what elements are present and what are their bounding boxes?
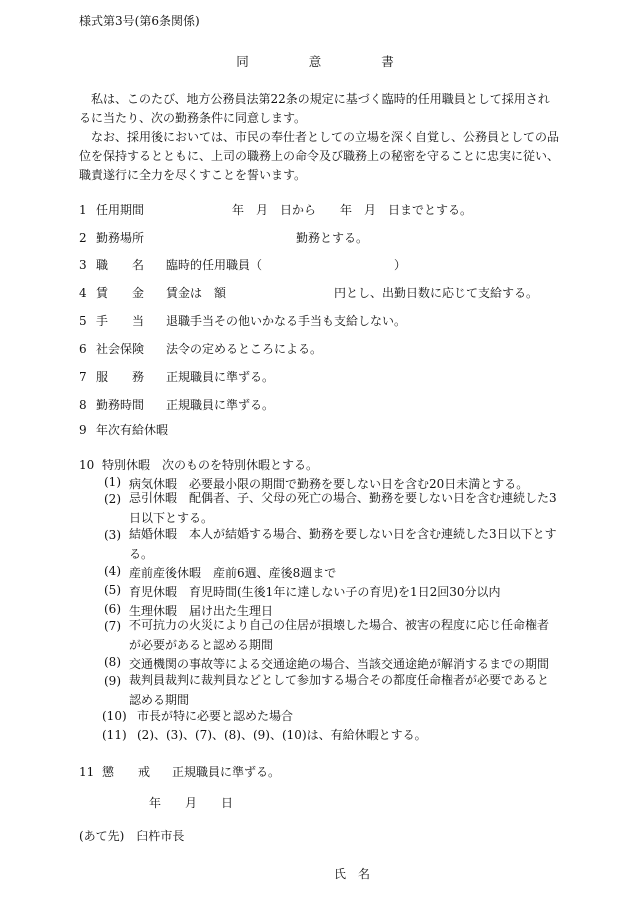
sub-item-number: (10) [102,709,127,723]
item-label: 社会保険 [96,342,145,356]
page-title: 同意書 [236,54,454,69]
sub-item-number: (1) [104,475,121,489]
item-label: 任用期間 [96,203,145,217]
sub-item-text: 交通機関の事故等による交通途絶の場合、当該交通途絶が解消するまでの期間 [129,657,550,671]
item-value: 勤務とする。 [296,231,369,245]
sub-item-number: (11) [102,728,127,742]
sub-item-number: (7) [104,619,121,633]
sub-item-text: 市長が特に必要と認めた場合 [137,709,294,723]
item-value: 賃金は 額 円とし、出勤日数に応じて支給する。 [166,286,539,300]
item-number: 11 [79,765,95,779]
sub-item-text: 不可抗力の火災により自己の住居が損壊した場合、被害の程度に応じ任命権者が必要があると認める期間 [129,618,550,652]
sub-item-number: (5) [104,583,121,597]
sub-item-text: 産前産後休暇 産前6週、産後8週まで [129,566,337,580]
item-number: 10 [79,458,95,472]
item-value: 法令の定めるところによる。 [166,342,323,356]
item-number: 1 [79,203,87,217]
sub-item-number: (6) [104,602,121,616]
sub-item-number: (2) [104,492,121,506]
item-label: 服 務 [96,370,145,384]
item-value: 正規職員に準ずる。 [172,765,281,779]
item-number: 9 [79,423,87,437]
item-number: 7 [79,370,87,384]
item-label: 賃 金 [96,286,145,300]
item-value: 退職手当その他いかなる手当も支給しない。 [166,314,407,328]
item-value: 正規職員に準ずる。 [166,398,275,412]
addressee: (あて先) 臼杵市長 [79,829,185,843]
sub-item-number: (4) [104,564,121,578]
sub-item-text: 裁判員裁判に裁判員などとして参加する場合その都度任命権者が必要であると認める期間 [129,673,550,707]
item-label: 職 名 [96,258,145,272]
item-value: 臨時的任用職員（ ） [166,258,407,272]
item-label: 勤務時間 [96,398,145,412]
sub-item-text: 忌引休暇 配偶者、子、父母の死亡の場合、勤務を要しない日を含む連続した3日以下とする。 [129,491,557,525]
date-line: 年 月 日 [149,796,234,810]
sub-item-number: (8) [104,655,121,669]
item-number: 2 [79,231,87,245]
item-number: 4 [79,286,87,300]
item-label: 勤務場所 [96,231,145,245]
item-number: 8 [79,398,87,412]
item-number: 3 [79,258,87,272]
item-label: 手 当 [96,314,145,328]
item-label: 特別休暇 次のものを特別休暇とする。 [102,458,319,472]
sub-item-text: 生理休暇 届け出た生理日 [129,604,274,618]
sub-item-text: 結婚休暇 本人が結婚する場合、勤務を要しない日を含む連続した3日以下とする。 [129,527,557,561]
item-label: 年次有給休暇 [96,423,169,437]
sub-item-text: 育児休暇 育児時間(生後1年に達しない子の育児)を1日2回30分以内 [129,585,501,599]
intro-paragraph-2: なお、採用後においては、市民の奉仕者としての立場を深く自覚し、公務員としての品位を保持するとともに、上司の職務上の命令及び職務上の秘密を守ることに忠実に従い、職責遂行に全力を尽くすことを誓います。 [79,130,560,182]
item-value: 年 月 日から 年 月 日までとする。 [220,203,473,217]
item-number: 5 [79,314,87,328]
name-label: 氏 名 [334,867,371,881]
intro-paragraph-1: 私は、このたび、地方公務員法第22条の規定に基づく臨時的任用職員として採用されるに当たり、次の勤務条件に同意します。 [79,92,550,125]
sub-item-number: (3) [104,528,121,542]
item-value: 正規職員に準ずる。 [166,370,275,384]
form-label: 様式第3号(第6条関係) [79,14,200,28]
sub-item-number: (9) [104,674,121,688]
item-number: 6 [79,342,87,356]
sub-item-text: 病気休暇 必要最小限の期間で勤務を要しない日を含む20日未満とする。 [129,477,529,491]
sub-item-text: (2)、(3)、(7)、(8)、(9)、(10)は、有給休暇とする。 [137,728,427,742]
item-label: 懲 戒 [102,765,151,779]
